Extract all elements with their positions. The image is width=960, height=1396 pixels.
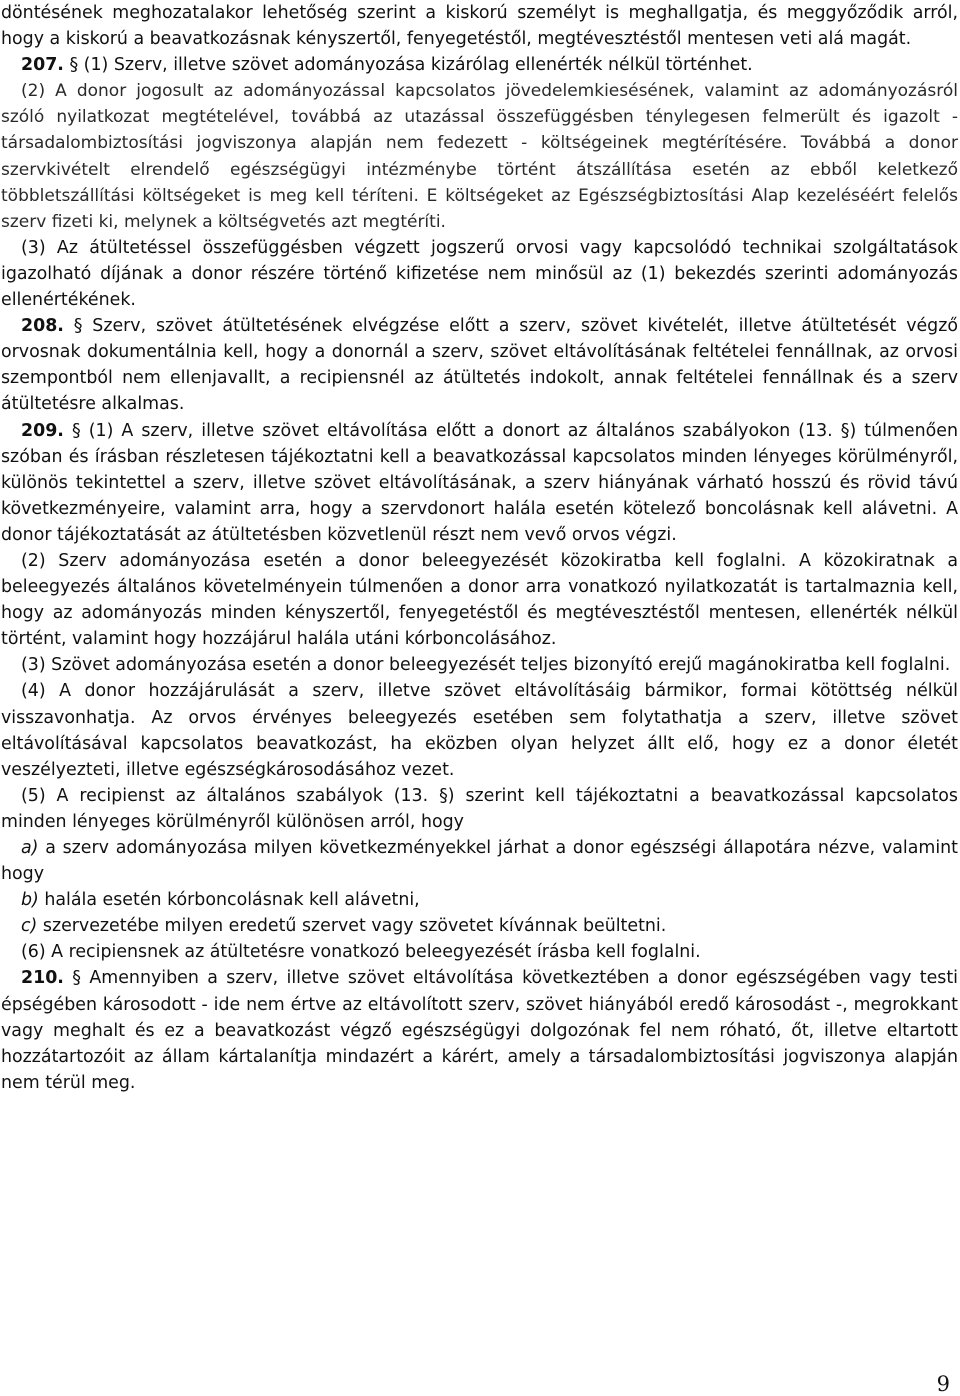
list-item-paragraph [1,887,958,913]
section-paragraph [1,313,958,417]
paragraph-text: § (1) Szerv, illetve szövet adományozása kizárólag ellenérték nélkül történhet. [63,55,753,76]
body-paragraph [1,783,958,835]
paragraph-text: (3) Az átültetéssel összefüggésben végzett jogszerű orvosi vagy kapcsolódó technikai szolgáltatások igazolható díjának a donor részére történő kifizetése nem minősül az (1) bekezdés szerinti adományozás ellenértékének. [1,237,958,311]
section-number: 208. [21,316,64,337]
body-paragraph [1,678,958,782]
paragraph-text: szervezetébe milyen eredetű szervet vagy szövetet kívánnak beültetni. [37,916,667,937]
list-item-marker: b) [21,890,39,911]
list-item-paragraph [1,835,958,887]
paragraph-text: (5) A recipienst az általános szabályok (13. §) szerint kell tájékoztatni a beavatkozással kapcsolatos minden lényeges körülményről különösen arról, hogy [1,785,958,832]
list-item-marker: a) [21,838,39,858]
section-paragraph [1,418,958,548]
paragraph-text: § (1) A szerv, illetve szövet eltávolítása előtt a donort az általános szabályokon (13. §) túlmenően szóban és írásban részletesen tájékoztatni kell a beavatkozással kapcsolatos minden lényeges körülményről, különös tekintettel a szerv, illetve szövet eltávolításának, a szerv hiányának várható hosszú és rövid távú következményeire, valamint arra, hogy a szervdonort halála esetén kötelező boncolásnak kell alávetni. A donor tájékoztatását az átültetésben közvetlenül részt nem vevő orvos végzi. [1,420,958,545]
section-number: 209. [21,420,64,441]
paragraph-text: § Szerv, szövet átültetésének elvégzése előtt a szerv, szövet kivételét, illetve átültetését végző orvosnak dokumentálnia kell, hogy a donornál a szerv, szövet eltávolításának feltételei fennállnak, az orvosi szempontból nem ellenjavallt, a recipiensnél az átültetés indokolt, annak feltételei fennállnak és a szerv átültetésre alkalmas. [1,316,958,415]
section-paragraph [1,965,958,1095]
paragraph-text: (2) A donor jogosult az adományozással kapcsolatos jövedelemkiesésének, valamint az adományozásról szóló nyilatkozat megtételével, továbbá az utazással összefüggésben ténylegesen felmerült és igazolt - társadalombiztosítási jogviszonya alapján nem fedezett - költségeinek megtérítésére. Továbbá a donor szervkivételt elrendelő egészségügyi intézménybe történt átszállítása esetén az ebből keletkező többletszállítási költségeket is meg kell téríteni. E költségeket az Egészségbiztosítási Alap kezeléséért felelős szerv fizeti ki, melynek a költségvetés azt megtéríti. [1,81,958,232]
list-item-marker: c) [21,916,38,937]
body-paragraph [1,939,958,965]
body-paragraph [1,652,958,678]
paragraph-text: döntésének meghozatalakor lehetőség szerint a kiskorú személyt is meghallgatja, és meggyőződik arról, hogy a kiskorú a beavatkozásnak kényszertől, fenyegetéstől, megtévesztéstől mentesen veti alá magát. [1,3,958,50]
paragraph-text: halála esetén kórboncolásnak kell alávetni, [38,890,420,911]
section-paragraph [1,52,958,78]
section-number: 207. [21,55,64,76]
section-number: 210. [21,968,64,989]
body-paragraph [1,0,958,52]
paragraph-text: (4) A donor hozzájárulását a szerv, illetve szövet eltávolításáig bármikor, formai kötöttség nélkül visszavonhatja. Az orvos érvényes beleegyezés esetében sem folytathatja a szerv, illetve szövet eltávolításával kapcsolatos beavatkozást, ha eközben olyan helyzet állt elő, hogy ez a donor életét veszélyezteti, illetve egészségkárosodásához vezet. [1,681,958,780]
body-paragraph [1,78,958,235]
paragraph-text: a szerv adományozása milyen következményekkel járhat a donor egészségi állapotára nézve, valamint hogy [1,838,958,885]
body-paragraph [1,235,958,313]
paragraph-text: (2) Szerv adományozása esetén a donor beleegyezését közokiratba kell foglalni. A közokiratnak a beleegyezés általános követelményein túlmenően a donor arra vonatkozó nyilatkozatát is tartalmaznia kell, hogy az adományozás minden kényszertől, fenyegetéstől és megtévesztéstől mentesen, ellenérték nélkül történt, valamint hogy hozzájárul halála utáni kórboncolásához. [1,550,958,650]
paragraph-text: (3) Szövet adományozása esetén a donor beleegyezését teljes bizonyító erejű magánokiratba kell foglalni. [21,655,951,676]
body-paragraph [1,548,958,652]
paragraph-text: (6) A recipiensnek az átültetésre vonatkozó beleegyezését írásba kell foglalni. [21,942,701,963]
page-number: 9 [936,1372,950,1396]
paragraph-text: § Amennyiben a szerv, illetve szövet eltávolítása következtében a donor egészségében vagy testi épségében károsodott - ide nem értve az eltávolított szerv, szövet hiányából eredő károsodást -, megrokkant vagy meghalt és ez a beavatkozást végző egészségügyi dolgozónak fel nem róható, őt, illetve eltartott hozzátartozóit az állam kártalanítja mindazért a kárért, amely a társadalombiztosítási jogviszonya alapján nem térül meg. [1,968,958,1093]
list-item-paragraph [1,913,958,939]
